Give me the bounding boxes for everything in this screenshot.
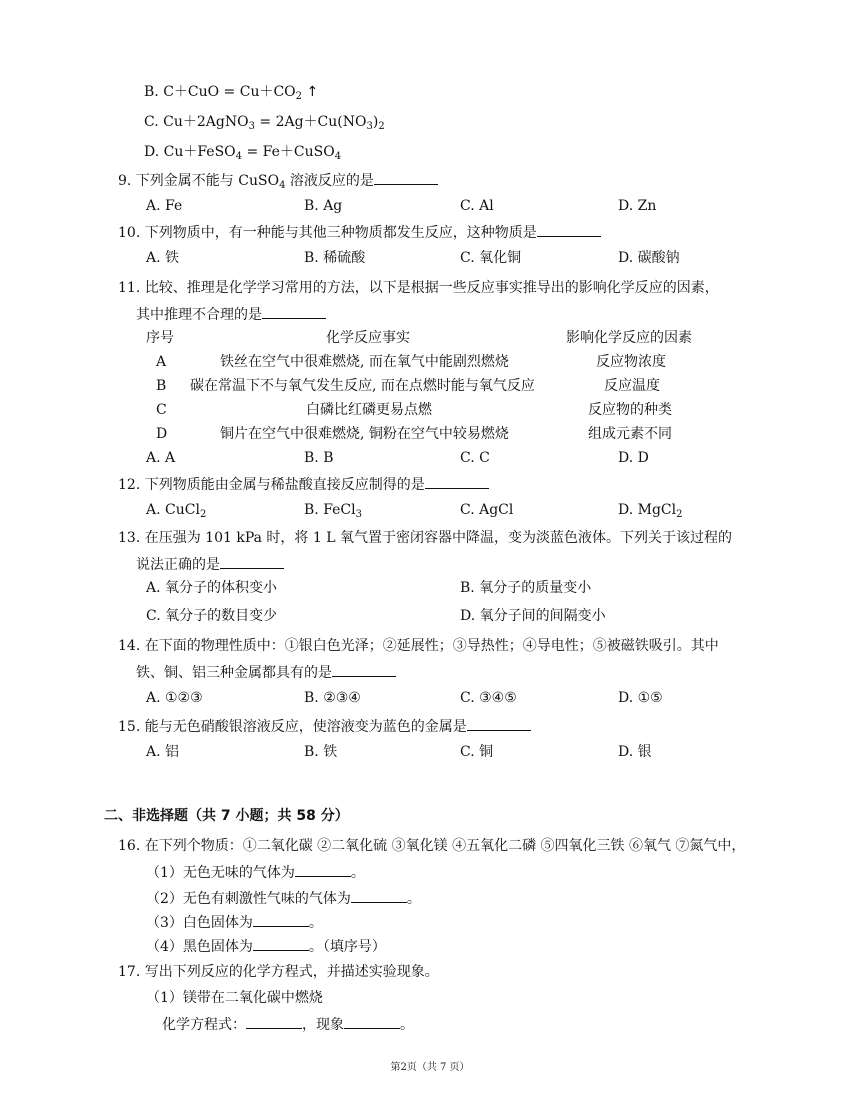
answer-blank[interactable]	[253, 936, 309, 951]
table-cell: 碳在常温下不与氧气发生反应, 而在点燃时能与氧气反应	[190, 378, 535, 394]
answer-blank[interactable]	[262, 304, 326, 319]
answer-blank[interactable]	[253, 912, 309, 927]
q11-stem-cont: 其中推理不合理的是	[136, 304, 326, 325]
table-cell: 反应物浓度	[596, 354, 666, 370]
q16-stem: 16. 在下列个物质：①二氧化碳 ②二氧化硫 ③氧化镁 ④五氧化二磷 ⑤四氧化三铁 ⑥氧气 ⑦氮气中，	[118, 838, 746, 854]
phenomenon-blank[interactable]	[344, 1014, 400, 1029]
q15-option-b[interactable]: B. 铁	[304, 744, 338, 760]
q10-option-a[interactable]: A. 铁	[146, 250, 180, 266]
table-cell: 铜片在空气中很难燃烧, 铜粉在空气中较易燃烧	[220, 426, 509, 442]
answer-blank[interactable]	[425, 474, 489, 489]
table-cell: 铁丝在空气中很难燃烧, 而在氧气中能剧烈燃烧	[220, 354, 509, 370]
answer-blank[interactable]	[374, 170, 438, 185]
q15-option-a[interactable]: A. 铝	[146, 744, 180, 760]
q16-sub3: （3）白色固体为 。	[146, 912, 323, 933]
q12-option-b[interactable]: B. FeCl$_3$	[304, 502, 362, 520]
q14-stem-cont: 铁、铜、铝三种金属都具有的是	[136, 662, 396, 683]
q11-option-d[interactable]: D. D	[618, 450, 649, 466]
q9-option-d[interactable]: D. Zn	[618, 198, 657, 214]
answer-blank[interactable]	[220, 554, 284, 569]
q17-stem: 17. 写出下列反应的化学方程式，并描述实验现象。	[118, 964, 439, 980]
q9-option-b[interactable]: B. Ag	[304, 198, 343, 214]
q14-option-d[interactable]: D. ①⑤	[618, 690, 663, 706]
table-cell: A	[156, 354, 167, 370]
q14-option-b[interactable]: B. ②③④	[304, 690, 361, 706]
q12-option-a[interactable]: A. CuCl$_2$	[146, 502, 207, 520]
table-header: 化学反应事实	[326, 330, 410, 346]
q14-stem: 14. 在下面的物理性质中：①银白色光泽；②延展性；③导热性；④导电性；⑤被磁铁吸引。其中	[118, 638, 719, 654]
q16-sub2: （2）无色有刺激性气味的气体为 。	[146, 888, 421, 909]
q13-stem: 13. 在压强为 101 kPa 时，将 1 L 氧气置于密闭容器中降温，变为淡蓝色液体。下列关于该过程的	[118, 530, 732, 546]
q14-option-a[interactable]: A. ①②③	[146, 690, 203, 706]
q8-option-c[interactable]: C. Cu＋2AgNO$_3$ = $2Ag+Cu(NO_3)_2$	[144, 114, 385, 132]
q15-stem: 15. 能与无色硝酸银溶液反应，使溶液变为蓝色的金属是	[118, 716, 531, 737]
answer-blank[interactable]	[332, 662, 396, 677]
q14-option-c[interactable]: C. ③④⑤	[460, 690, 517, 706]
q16-sub4: （4）黑色固体为 。（填序号）	[146, 936, 386, 957]
q10-option-b[interactable]: B. 稀硫酸	[304, 250, 366, 266]
q13-option-d[interactable]: D. 氧分子间的间隔变小	[460, 608, 606, 624]
answer-blank[interactable]	[351, 888, 407, 903]
q17-sub1-answer: 化学方程式： ，现象 。	[162, 1014, 414, 1035]
answer-blank[interactable]	[467, 716, 531, 731]
table-cell: 组成元素不同	[588, 426, 672, 442]
q8-option-b[interactable]: B. $C+CuO = Cu+CO_2$ ↑	[144, 84, 319, 102]
table-header: 影响化学反应的因素	[566, 330, 692, 346]
q11-stem: 11. 比较、推理是化学学习常用的方法，以下是根据一些反应事实推导出的影响化学反应的因素，	[118, 280, 719, 296]
table-cell: C	[156, 402, 167, 418]
table-header: 序号	[146, 330, 174, 346]
q10-option-d[interactable]: D. 碳酸钠	[618, 250, 680, 266]
table-cell: 反应温度	[604, 378, 660, 394]
q12-stem: 12. 下列物质能由金属与稀盐酸直接反应制得的是	[118, 474, 489, 495]
q11-option-b[interactable]: B. B	[304, 450, 334, 466]
q9-option-c[interactable]: C. Al	[460, 198, 494, 214]
q12-option-d[interactable]: D. MgCl$_2$	[618, 502, 683, 520]
q13-stem-cont: 说法正确的是	[136, 554, 284, 575]
q15-option-c[interactable]: C. 铜	[460, 744, 494, 760]
q17-sub1: （1）镁带在二氧化碳中燃烧	[146, 990, 323, 1006]
q11-option-c[interactable]: C. C	[460, 450, 490, 466]
q15-option-d[interactable]: D. 银	[618, 744, 652, 760]
page-footer: 第2页（共 7 页）	[390, 1062, 470, 1073]
q8-option-d[interactable]: D. Cu＋FeSO$_4$ = Fe＋CuSO$_4$	[144, 144, 342, 162]
q11-option-a[interactable]: A. A	[146, 450, 176, 466]
table-cell: 反应物的种类	[588, 402, 672, 418]
table-cell: 白磷比红磷更易点燃	[306, 402, 432, 418]
equation-blank[interactable]	[246, 1014, 302, 1029]
q13-option-b[interactable]: B. 氧分子的质量变小	[460, 580, 592, 596]
q13-option-a[interactable]: A. 氧分子的体积变小	[146, 580, 278, 596]
answer-blank[interactable]	[295, 862, 351, 877]
q16-sub1: （1）无色无味的气体为 。	[146, 862, 365, 883]
section-title: 二、非选择题（共 7 小题；共 58 分）	[104, 808, 349, 824]
q9-option-a[interactable]: A. Fe	[146, 198, 183, 214]
table-cell: D	[156, 426, 168, 442]
q12-option-c[interactable]: C. AgCl	[460, 502, 514, 518]
q13-option-c[interactable]: C. 氧分子的数目变少	[146, 608, 278, 624]
table-cell: B	[156, 378, 167, 394]
q10-option-c[interactable]: C. 氧化铜	[460, 250, 522, 266]
q10-stem: 10. 下列物质中，有一种能与其他三种物质都发生反应，这种物质是	[118, 222, 601, 243]
answer-blank[interactable]	[537, 222, 601, 237]
q9-stem: 9. 下列金属不能与 CuSO$_4$ 溶液反应的是	[118, 170, 438, 191]
